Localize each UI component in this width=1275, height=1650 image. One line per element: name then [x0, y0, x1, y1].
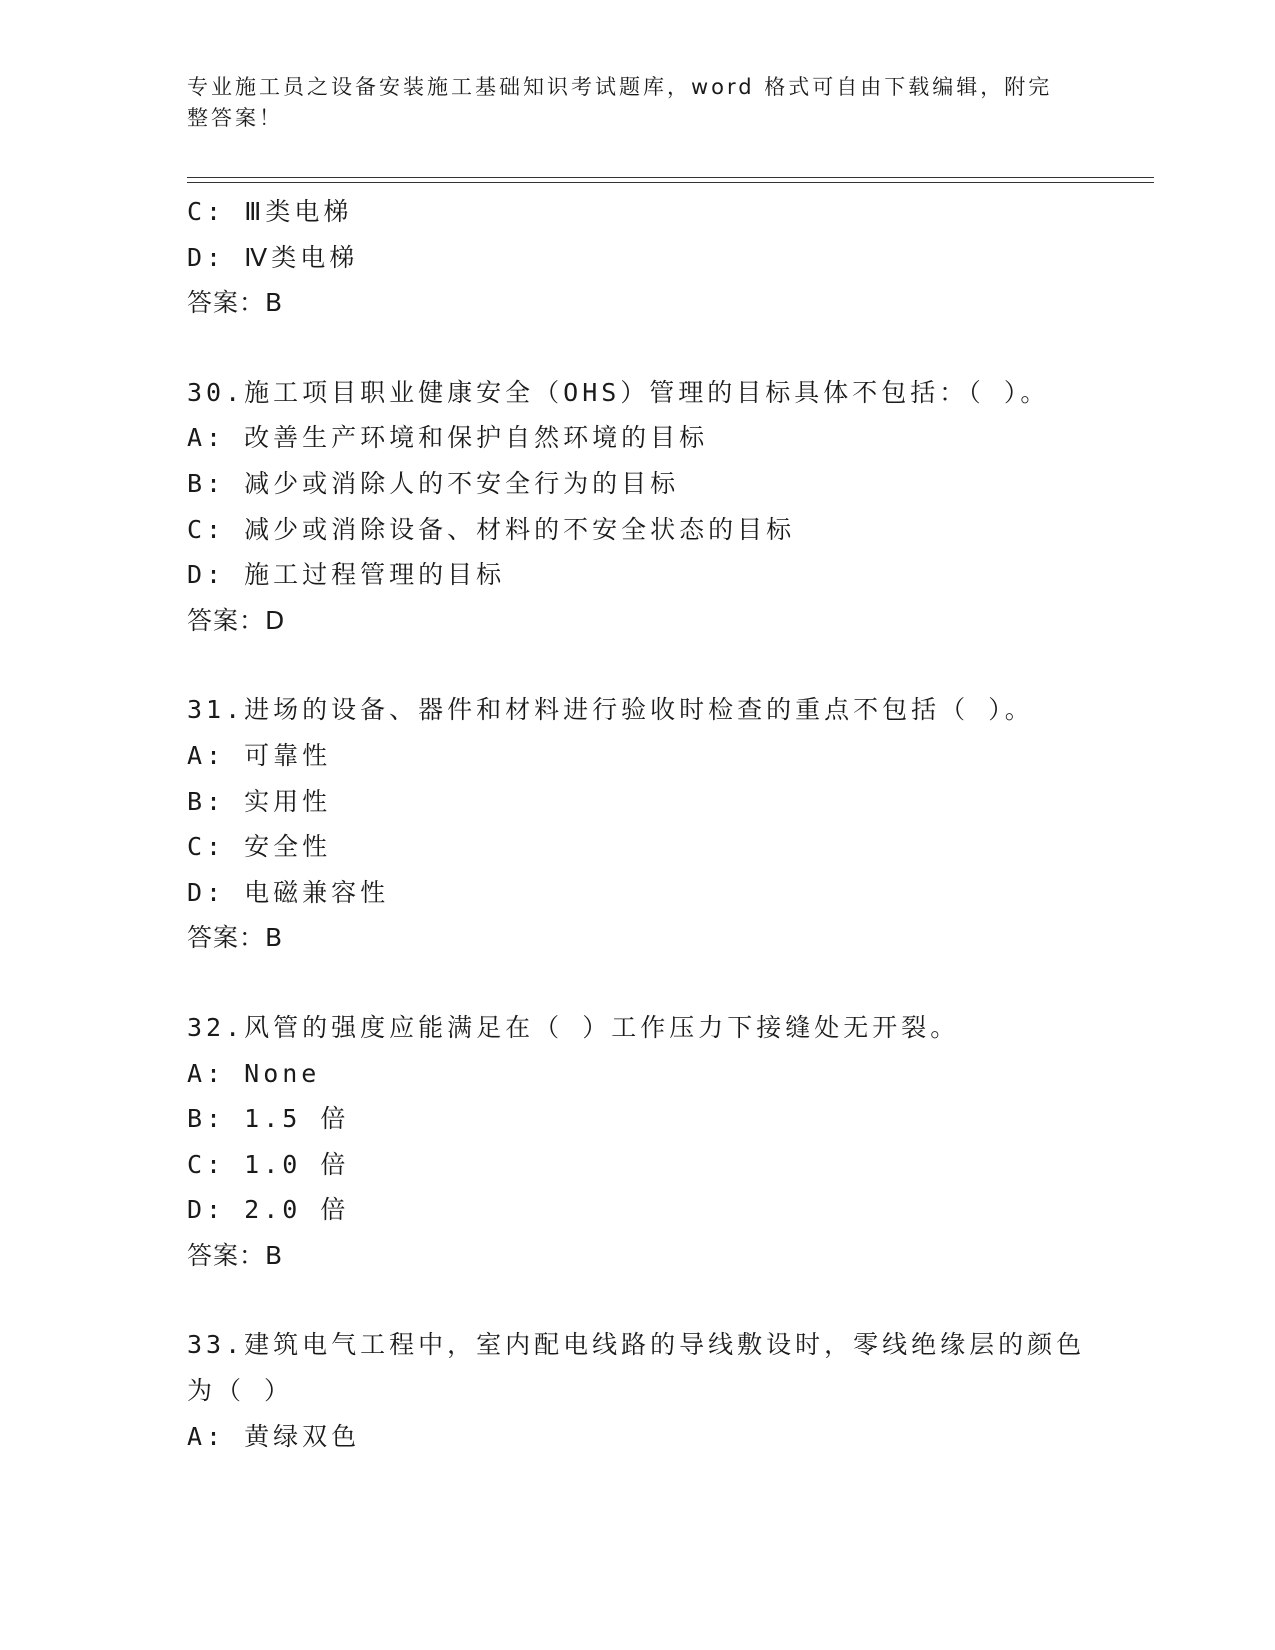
question-text: 30.施工项目职业健康安全（OHS）管理的目标具体不包括：（ ）。 [187, 377, 1050, 407]
option-c: C: 1.0 倍 [187, 1149, 350, 1179]
option-c: C: 减少或消除设备、材料的不安全状态的目标 [187, 514, 796, 544]
question-text-line-1: 33.建筑电气工程中，室内配电线路的导线敷设时，零线绝缘层的颜色 [187, 1330, 1086, 1360]
option-a: A: 改善生产环境和保护自然环境的目标 [187, 423, 709, 453]
header-divider-top [187, 177, 1154, 178]
option-b: B: 实用性 [187, 786, 332, 816]
question-text: 32.风管的强度应能满足在（ ）工作压力下接缝处无开裂。 [187, 1012, 960, 1042]
option-d: D: 施工过程管理的目标 [187, 560, 506, 590]
question-31 [187, 687, 1147, 961]
answer-line: 答案：B [187, 288, 284, 318]
header-line-1: 专业施工员之设备安装施工基础知识考试题库，word 格式可自由下载编辑，附完 [187, 75, 1053, 99]
answer-line: 答案：B [187, 923, 284, 953]
document-header [187, 72, 1067, 134]
question-32 [187, 1005, 1147, 1279]
option-b: B: 减少或消除人的不安全行为的目标 [187, 468, 680, 498]
option-c: C: 安全性 [187, 832, 332, 862]
question-33 [187, 1322, 1147, 1459]
option-d: D: 电磁兼容性 [187, 877, 390, 907]
option-d: D: 2.0 倍 [187, 1195, 350, 1225]
header-line-2: 整答案！ [187, 106, 283, 130]
option-a: A: 可靠性 [187, 740, 332, 770]
header-divider-bottom [187, 182, 1154, 183]
answer-line: 答案：B [187, 1240, 284, 1270]
question-text: 31.进场的设备、器件和材料进行验收时检查的重点不包括（ ）。 [187, 695, 1034, 725]
option-a: A: None [187, 1058, 321, 1088]
question-list [187, 189, 1147, 1459]
question-text-line-2: 为（ ） [187, 1376, 294, 1406]
question-30 [187, 370, 1147, 644]
option-b: B: 1.5 倍 [187, 1104, 350, 1134]
option-c: C: Ⅲ类电梯 [187, 197, 353, 226]
answer-line: 答案：D [187, 605, 286, 635]
question-29-tail [187, 189, 1147, 326]
option-a: A: 黄绿双色 [187, 1421, 361, 1451]
option-d: D: Ⅳ类电梯 [187, 242, 359, 272]
